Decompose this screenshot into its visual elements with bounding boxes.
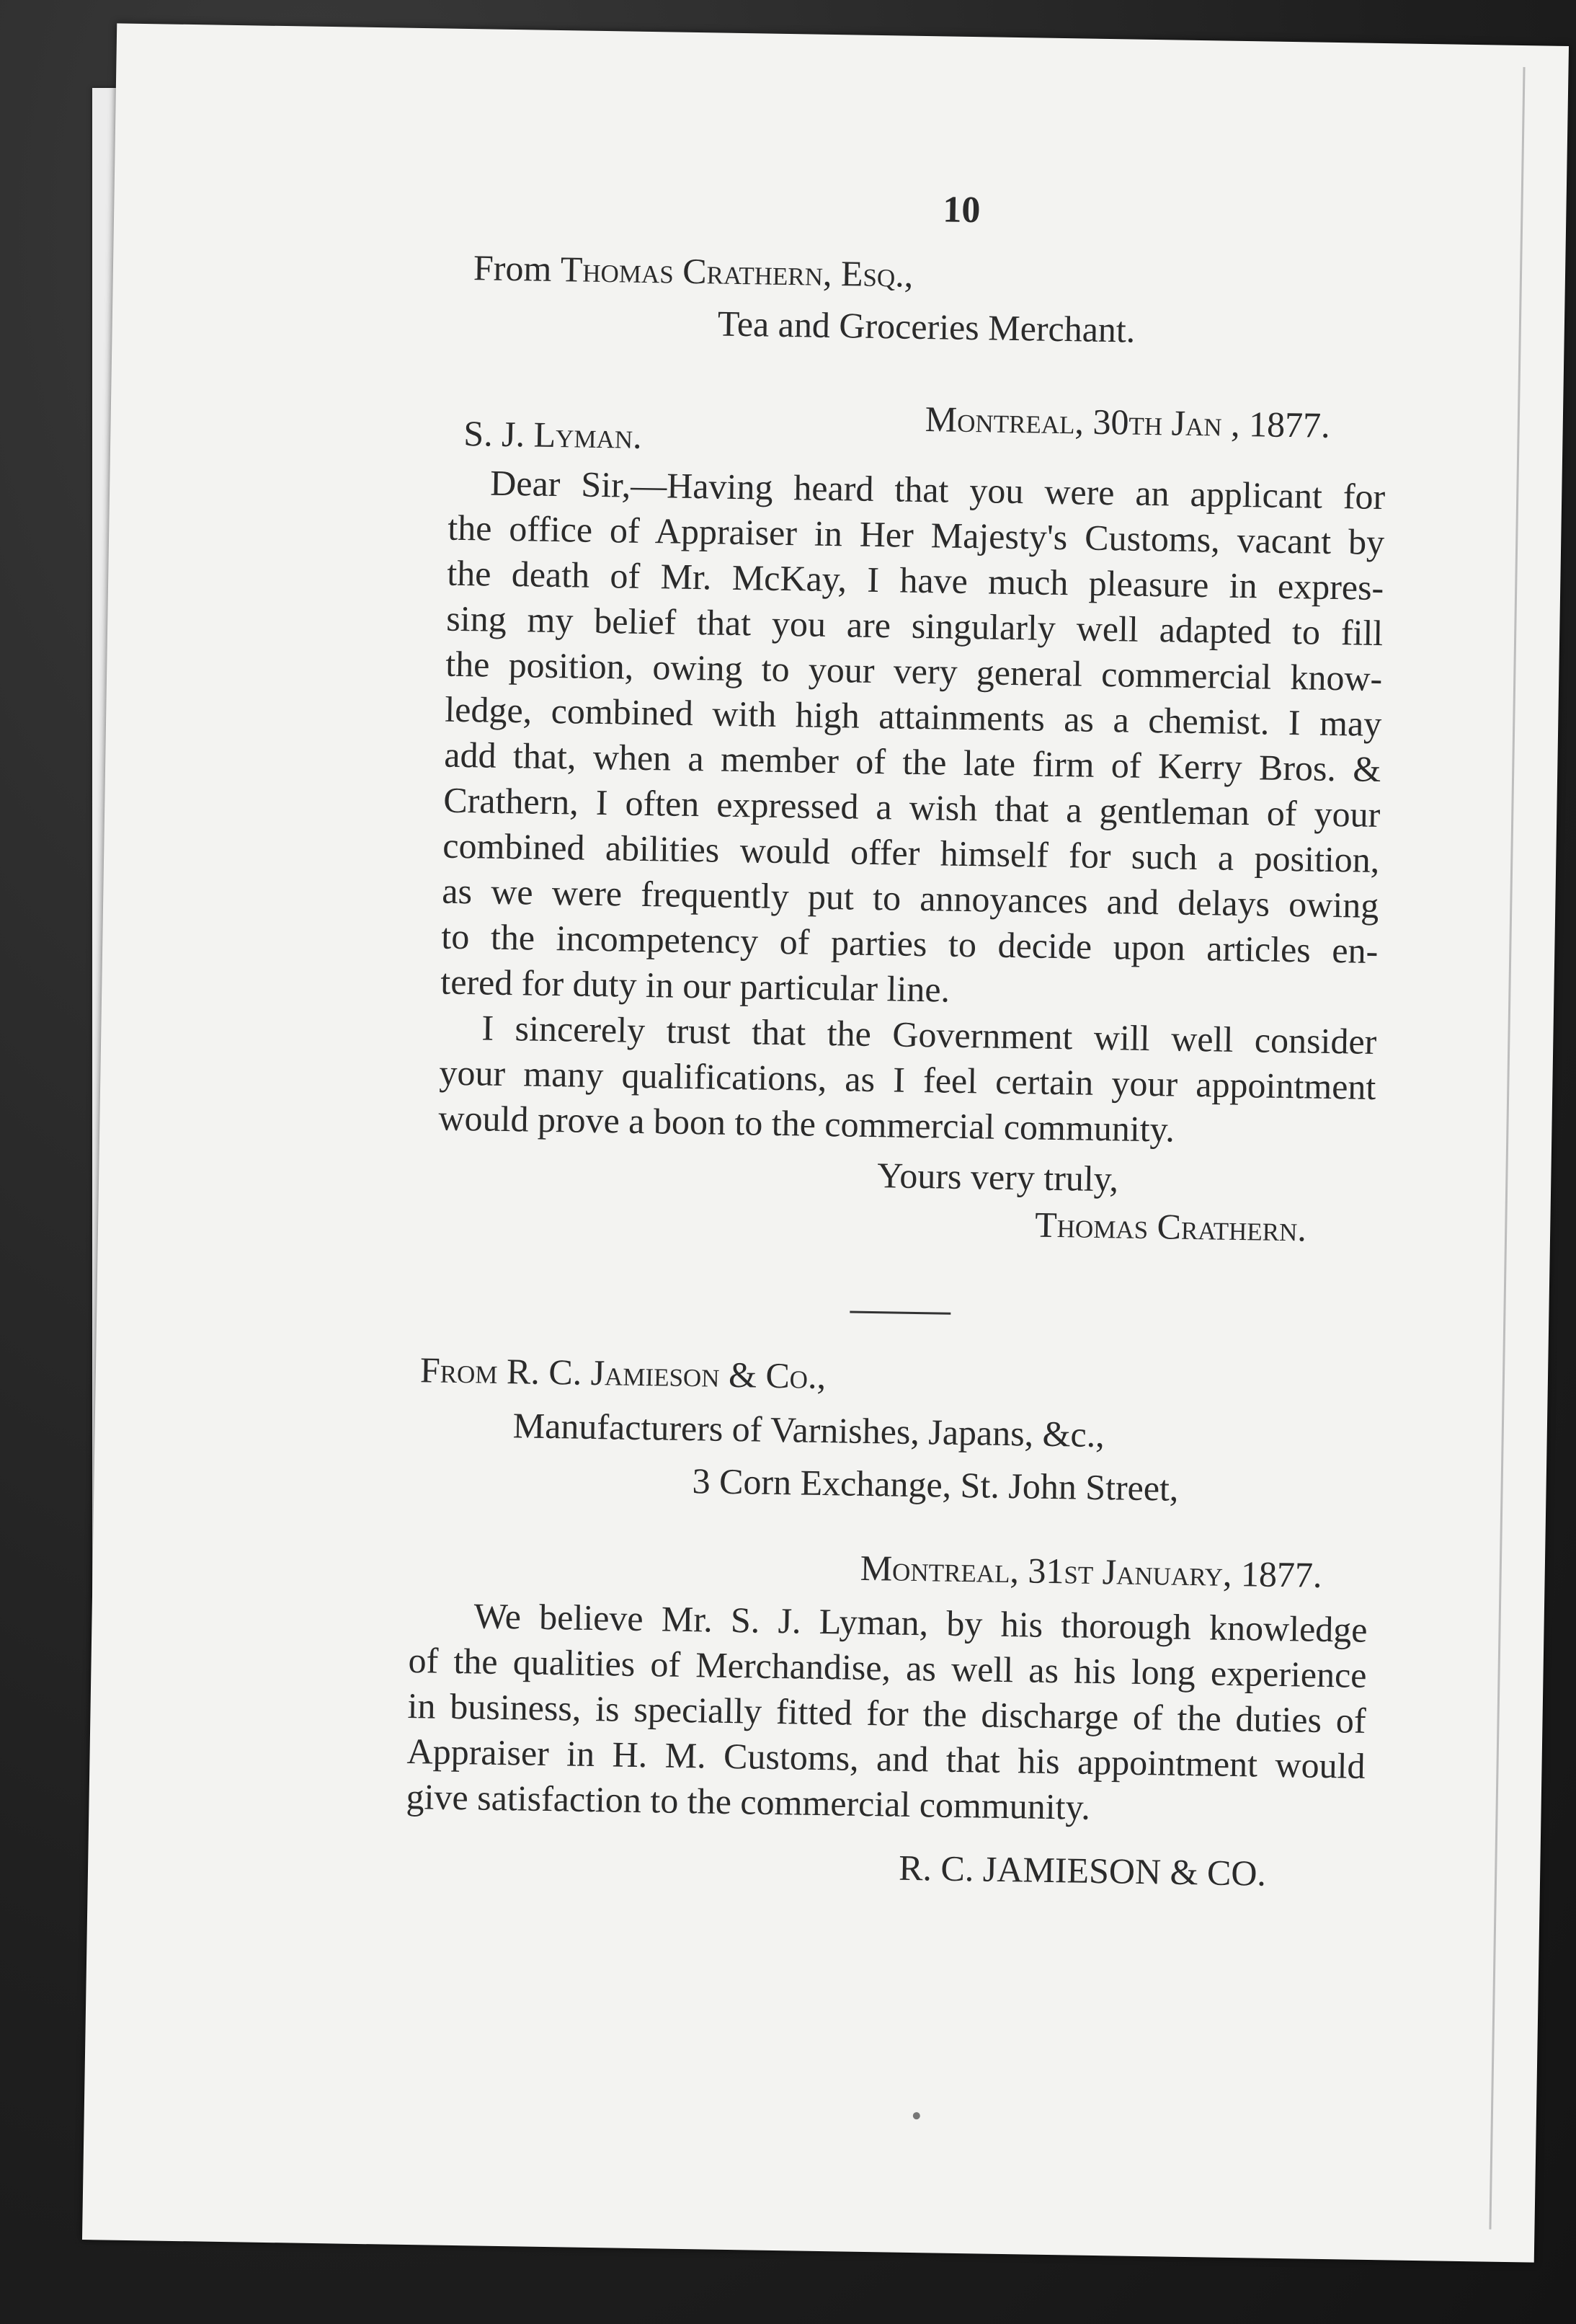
section-divider: [850, 1311, 951, 1315]
letter1-p1-line: as we were frequently put to annoyances and delays owing: [441, 870, 1379, 926]
letter2-address: 3 Corn Exchange, St. John Street,: [692, 1460, 1179, 1509]
letter1-paragraph1: [440, 460, 1386, 1019]
letter1-from: [473, 245, 914, 297]
letter1-p1-line: the position, owing to your very general commercial know-: [445, 643, 1383, 699]
letter1-p1-line: combined abilities would offer himself for such a position,: [442, 825, 1380, 881]
letter1-p1-line: sing my belief that you are singularly well adapted to fill: [445, 598, 1384, 654]
letter2-signature: R. C. JAMIESON & CO.: [898, 1847, 1267, 1894]
letter1-paragraph2: [438, 1005, 1377, 1156]
letter1-p1-line: add that, when a member of the late firm of Kerry Bros. &: [443, 734, 1381, 790]
letter2-place-date: Montreal, 31st January, 1877.: [860, 1547, 1322, 1595]
letter1-p1-line: tered for duty in our particular line.: [440, 961, 951, 1010]
letter1-p1-line: to the incompetency of parties to decide upon articles en-: [441, 915, 1379, 972]
letter1-p1-line: the office of Appraiser in Her Majesty's Customs, vacant by: [447, 507, 1385, 563]
document-page: [82, 23, 1569, 2262]
page-number: 10: [942, 189, 981, 231]
letter1-p1-line: the death of Mr. McKay, I have much pleasure in expres-: [446, 552, 1384, 608]
letter1-p2-line: I sincerely trust that the Government will well consider: [481, 1007, 1377, 1062]
letter2-p-line: of the qualities of Merchandise, as well as his long experience: [408, 1640, 1367, 1695]
letter1-title: Tea and Groceries Merchant.: [717, 303, 1136, 350]
letter2-title: Manufacturers of Varnishes, Japans, &c.,: [512, 1405, 1105, 1455]
letter1-closing: Yours very truly,: [876, 1155, 1119, 1199]
letter2-from: From R. C. Jamieson & Co.,: [419, 1349, 827, 1397]
letter1-from-prefix: From: [473, 247, 561, 290]
letter1-p1-line: Crathern, I often expressed a wish that a gentleman of your: [442, 779, 1381, 835]
letter1-p2-line: would prove a boon to the commercial community.: [438, 1097, 1175, 1150]
letter2-p-line: in business, is specially fitted for the discharge of the duties of: [407, 1685, 1366, 1741]
page-speck: [913, 2112, 920, 2119]
letter1-from-name: Thomas Crathern, Esq.,: [560, 249, 914, 295]
letter1-signature: Thomas Crathern.: [1034, 1204, 1307, 1249]
letter1-place-date: Montreal, 30th Jan , 1877.: [925, 399, 1331, 445]
letter2-p-line: We believe Mr. S. J. Lyman, by his thorough knowledge: [473, 1595, 1368, 1650]
letter1-p1-line: ledge, combined with high attainments as a chemist. I may: [444, 688, 1382, 745]
page-fold-edge: [1489, 67, 1525, 2230]
letter2-p-line: Appraiser in H. M. Customs, and that his appointment would: [406, 1730, 1366, 1786]
letter2-p-line: give satisfaction to the commercial community.: [406, 1775, 1091, 1827]
letter1-addressee: S. J. Lyman.: [463, 412, 643, 456]
letter2-paragraph: [406, 1592, 1368, 1835]
letter1-p2-line: your many qualifications, as I feel certain your appointment: [439, 1052, 1376, 1107]
letter1-p1-line: Dear Sir,—Having heard that you were an applicant for: [489, 462, 1386, 518]
